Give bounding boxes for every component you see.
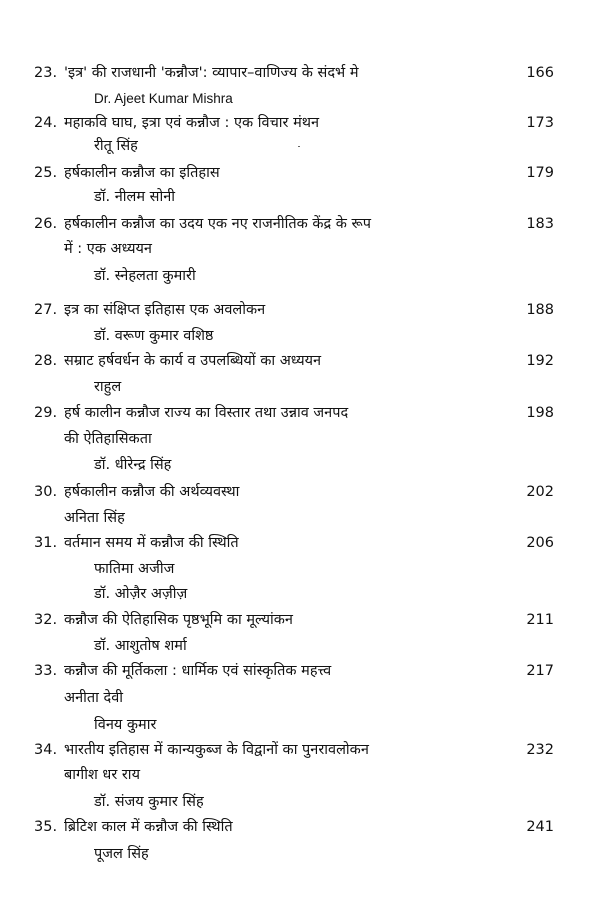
page-number: 183 (526, 216, 554, 232)
entry-title-continued: में : एक अध्ययन (64, 241, 152, 257)
page-number: 241 (526, 819, 554, 835)
entry-title: कन्नौज की ऐतिहासिक पृष्ठभूमि का मूल्यांकन (64, 612, 293, 628)
entry-number: 31. (34, 535, 58, 551)
entry-author: बागीश धर राय (64, 767, 140, 783)
entry-author: Dr. Ajeet Kumar Mishra (94, 91, 233, 106)
entry-title: 'इत्र' की राजधानी 'कन्नौज': व्यापार–वाणिज्य के संदर्भ मे (64, 65, 359, 81)
entry-author: डॉ. स्नेहलता कुमारी (94, 268, 196, 284)
entry-number: 33. (34, 663, 58, 679)
entry-title: ब्रिटिश काल में कन्नौज की स्थिति (64, 819, 233, 835)
entry-title: हर्षकालीन कन्नौज का इतिहास (64, 165, 220, 181)
entry-number: 29. (34, 405, 58, 421)
entry-number: 25. (34, 165, 58, 181)
entry-title: हर्षकालीन कन्नौज की अर्थव्यवस्था (64, 484, 240, 500)
entry-author: डॉ. आशुतोष शर्मा (94, 638, 187, 654)
entry-title: महाकवि घाघ, इत्रा एवं कन्नौज : एक विचार मंथन (64, 115, 320, 131)
entry-author: अनीता देवी (64, 690, 124, 706)
page-number: 198 (526, 405, 554, 421)
entry-author: फातिमा अजीज (94, 561, 175, 577)
page-number: 202 (526, 484, 554, 500)
page-number: 217 (526, 663, 554, 679)
entry-title: हर्ष कालीन कन्नौज राज्य का विस्तार तथा उन्नाव जनपद (64, 405, 349, 421)
entry-number: 26. (34, 216, 58, 232)
entry-author: डॉ. नीलम सोनी (94, 189, 176, 205)
page-number: 166 (526, 65, 554, 81)
entry-author: डॉ. धीरेन्द्र सिंह (94, 457, 172, 473)
entry-author: डॉ. ओज़ैर अज़ीज़ (94, 586, 188, 602)
page-number: 192 (526, 353, 554, 369)
page-number: 206 (526, 535, 554, 551)
entry-author: डॉ. वरूण कुमार वशिष्ठ (94, 328, 214, 344)
entry-number: 23. (34, 65, 58, 81)
entry-author: पूजल सिंह (94, 846, 149, 862)
page-number: 179 (526, 165, 554, 181)
entry-title: सम्राट हर्षवर्धन के कार्य व उपलब्धियों का अध्ययन (64, 353, 322, 369)
entry-number: 34. (34, 742, 58, 758)
entry-title: वर्तमान समय में कन्नौज की स्थिति (64, 535, 239, 551)
entry-author: राहुल (94, 379, 122, 395)
entry-number: 28. (34, 353, 58, 369)
entry-author: डॉ. संजय कुमार सिंह (94, 794, 204, 810)
entry-number: 27. (34, 302, 58, 318)
entry-number: 32. (34, 612, 58, 628)
entry-author: रीतू सिंह (94, 138, 138, 154)
entry-title: भारतीय इतिहास में कान्यकुब्ज के विद्वानों का पुनरावलोकन (64, 742, 369, 758)
page-number: 173 (526, 115, 554, 131)
entry-title: इत्र का संक्षिप्त इतिहास एक अवलोकन (64, 302, 266, 318)
entry-title: कन्नौज की मूर्तिकला : धार्मिक एवं सांस्कृतिक महत्त्व (64, 663, 332, 679)
entry-author: विनय कुमार (94, 717, 157, 733)
entry-title-continued: की ऐतिहासिकता (64, 431, 152, 447)
page-number: 188 (526, 302, 554, 318)
entry-number: 24. (34, 115, 58, 131)
print-speck (298, 146, 300, 147)
entry-number: 35. (34, 819, 58, 835)
entry-author: अनिता सिंह (64, 510, 125, 526)
page-number: 232 (526, 742, 554, 758)
entry-title: हर्षकालीन कन्नौज का उदय एक नए राजनीतिक केंद्र के रूप (64, 216, 372, 232)
page-number: 211 (526, 612, 554, 628)
entry-number: 30. (34, 484, 58, 500)
